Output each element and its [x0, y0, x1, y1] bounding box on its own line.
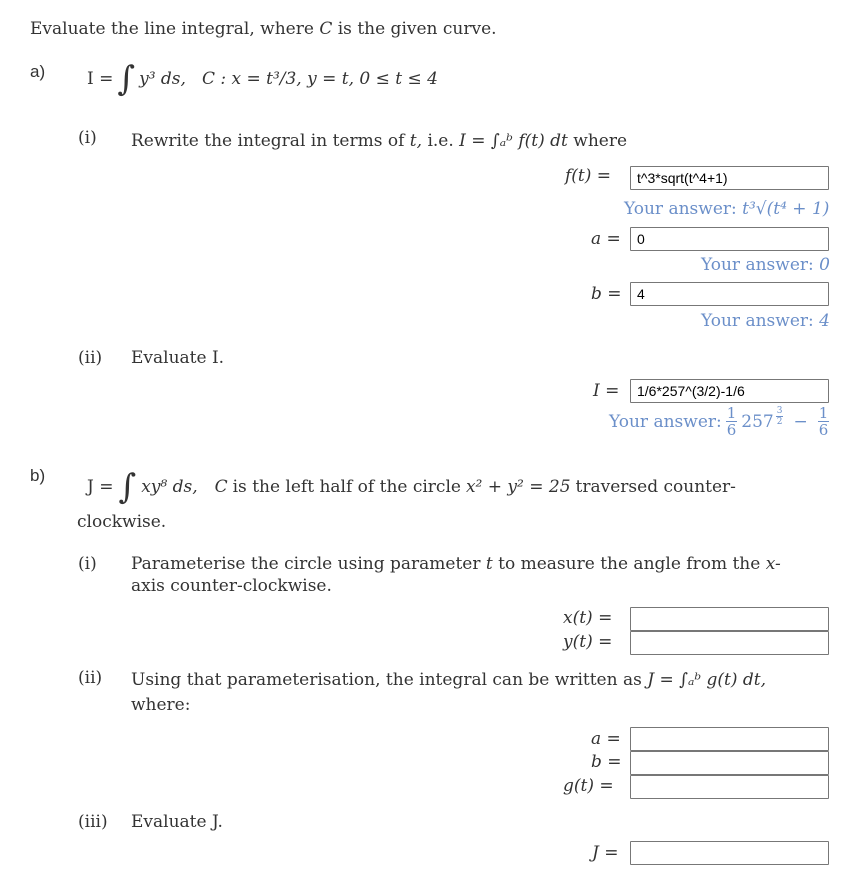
J-input[interactable] [630, 841, 829, 865]
a-label: a = [591, 229, 621, 249]
part-b-iii-text: Evaluate J. [131, 812, 223, 832]
frac-den: 6 [726, 421, 737, 439]
part-a-label: a) [30, 62, 46, 81]
frac-one-sixth [726, 406, 738, 438]
b-b-label: b = [591, 752, 622, 772]
curve-symbol: C [319, 19, 333, 39]
curve-definition: C : x = t³/3, y = t, 0 ≤ t ≤ 4 [201, 69, 438, 89]
intro-text: Evaluate the line integral, where [30, 19, 314, 39]
answer-value: 4 [819, 311, 830, 331]
exp-den: 2 [776, 417, 783, 427]
frac-one-sixth-2 [818, 406, 830, 438]
b-input[interactable]: 4 [630, 282, 829, 306]
exponent-frac [776, 407, 784, 427]
t-symbol: t [485, 554, 493, 574]
answer-base: 257 [741, 412, 774, 432]
curve-tail: traversed counter- [575, 477, 736, 497]
g-label: g(t) = [563, 776, 614, 796]
intro-tail-text: is the given curve. [337, 19, 497, 39]
b-label: b = [591, 284, 622, 304]
part-a-i-text [131, 131, 627, 151]
part-b-integral [87, 467, 736, 507]
answer-prefix: Your answer: [624, 199, 737, 219]
part-a-integral [87, 59, 438, 99]
part-b-i-label: (i) [78, 554, 97, 574]
problem-intro [30, 19, 497, 39]
part-a-i-label: (i) [78, 128, 97, 148]
x-symbol: x- [765, 554, 781, 574]
part-b-i-text [131, 554, 781, 574]
frac-den: 6 [818, 421, 829, 439]
I-input[interactable]: 1/6*257^(3/2)-1/6 [630, 379, 829, 403]
curve-text: is the left half of the circle [232, 477, 461, 497]
part-b-ii-label: (ii) [78, 668, 103, 688]
integrand: xy⁸ ds, [141, 477, 198, 497]
minus-sign: − [793, 412, 808, 432]
curve-tail-2: clockwise. [77, 512, 167, 532]
answer-value: t³√(t⁴ + 1) [742, 199, 830, 219]
part-b-ii-where: where: [131, 695, 191, 715]
integral-sign-icon: ∫ [117, 59, 136, 99]
ie-text: i.e. [427, 131, 454, 151]
answer-value: 0 [819, 255, 830, 275]
circle-equation: x² + y² = 25 [465, 477, 571, 497]
g-input[interactable] [630, 775, 829, 799]
yt-label: y(t) = [563, 632, 613, 652]
rewrite-text: Rewrite the integral in terms of [131, 131, 405, 151]
integral-sign-icon: ∫ [118, 467, 137, 507]
a-answer [701, 255, 830, 275]
integral-formula: J = ∫ₐᵇ g(t) dt, [647, 670, 767, 690]
I-label: I = [593, 381, 620, 401]
f-input[interactable]: t^3*sqrt(t^4+1) [630, 166, 829, 190]
b-a-input[interactable] [630, 727, 829, 751]
part-b-label: b) [30, 466, 46, 485]
frac-num: 1 [818, 404, 829, 422]
param-text-2: to measure the angle from the [498, 554, 761, 574]
b-b-input[interactable] [630, 751, 829, 775]
a-input[interactable]: 0 [630, 227, 829, 251]
part-b-ii-text [131, 670, 766, 690]
xt-input[interactable] [630, 607, 829, 631]
b-a-label: a = [591, 729, 621, 749]
xt-label: x(t) = [563, 608, 613, 628]
part-b-i-text-3: axis counter-clockwise. [131, 576, 332, 596]
I-answer [609, 406, 829, 438]
yt-input[interactable] [630, 631, 829, 655]
param-text-1: Parameterise the circle using parameter [131, 554, 481, 574]
frac-num: 1 [726, 404, 737, 422]
curve-symbol: C [214, 477, 228, 497]
part-a-ii-text: Evaluate I. [131, 348, 225, 368]
f-answer [624, 199, 829, 219]
answer-prefix: Your answer: [609, 412, 722, 432]
integral-formula: I = ∫ₐᵇ f(t) dt [459, 131, 568, 151]
answer-prefix: Your answer: [701, 255, 814, 275]
b-answer [701, 311, 830, 331]
t-symbol: t, [409, 131, 423, 151]
J-label: J = [592, 843, 619, 863]
answer-prefix: Your answer: [701, 311, 814, 331]
exp-num: 3 [776, 406, 783, 416]
integral-lhs: J = [87, 477, 114, 497]
part-b-iii-label: (iii) [78, 812, 108, 832]
integral-lhs: I = [87, 69, 114, 89]
where-text: where [573, 131, 628, 151]
f-label: f(t) = [565, 166, 612, 186]
integrand: y³ ds, [139, 69, 186, 89]
rewrite-text: Using that parameterisation, the integral can be written as [131, 670, 642, 690]
part-a-ii-label: (ii) [78, 348, 103, 368]
